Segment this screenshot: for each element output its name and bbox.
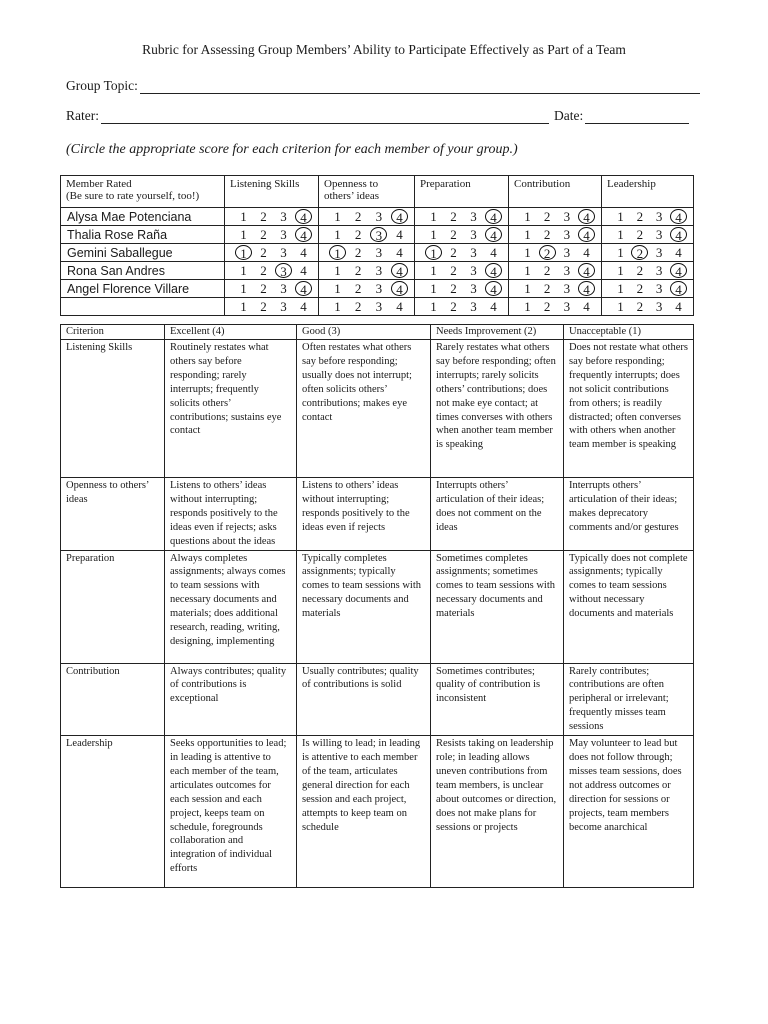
score-option[interactable]: 4: [485, 227, 502, 242]
score-option[interactable]: 4: [578, 263, 595, 278]
rubric-header-cell: Excellent (4): [165, 325, 297, 340]
score-option[interactable]: 4: [670, 227, 687, 242]
score-option[interactable]: 2: [543, 263, 551, 278]
score-cell: [225, 244, 319, 262]
rubric-cell-needs-improvement: Sometimes completes assignments; sometimes comes to team sessions with necessary documents and materials: [431, 550, 564, 663]
rubric-cell-unacceptable: May volunteer to lead but does not follow through; misses team sessions, does not address outcomes or direction for sessions or projects, team members become anarchical: [564, 736, 694, 888]
rubric-cell-needs-improvement: Resists taking on leadership role; in leading allows uneven contributions from team members, is unclear about outcomes or direction, does not make plans for sessions or projects: [431, 736, 564, 888]
score-cell: [319, 208, 415, 226]
score-option[interactable]: 3: [563, 227, 571, 242]
score-row: [61, 262, 694, 280]
score-cell: [319, 244, 415, 262]
score-option[interactable]: 4: [578, 281, 595, 296]
score-option[interactable]: 1: [240, 209, 247, 224]
rubric-cell-excellent: Listens to others’ ideas without interrupting; responds positively to the ideas even if rejects; asks questions about the ideas: [165, 478, 297, 551]
date-field[interactable]: [554, 108, 689, 124]
score-option[interactable]: 3: [375, 299, 383, 314]
score-option[interactable]: 4: [300, 263, 307, 278]
score-row: [61, 226, 694, 244]
rubric-cell-excellent: Always completes assignments; always comes to team sessions with necessary documents and materials; does additional research, reading, writing, designing, implementing: [165, 550, 297, 663]
score-option[interactable]: 2: [450, 263, 457, 278]
rubric-cell-unacceptable: Interrupts others’ articulation of their ideas; makes deprecatory comments and/or gestures: [564, 478, 694, 551]
score-option[interactable]: 1: [235, 245, 252, 260]
score-cell: [415, 262, 509, 280]
score-option[interactable]: 2: [543, 281, 551, 296]
score-option[interactable]: 2: [450, 245, 457, 260]
score-cell: [415, 244, 509, 262]
score-cell: [225, 226, 319, 244]
score-option[interactable]: 1: [617, 263, 624, 278]
score-cell: [509, 226, 602, 244]
score-option[interactable]: 3: [280, 209, 287, 224]
score-option[interactable]: 4: [490, 245, 497, 260]
score-option[interactable]: 4: [670, 281, 687, 296]
score-option[interactable]: 2: [636, 227, 644, 242]
score-row: [61, 280, 694, 298]
member-name: Angel Florence Villare: [61, 280, 225, 298]
rubric-header-cell: Needs Improvement (2): [431, 325, 564, 340]
score-option[interactable]: 1: [334, 281, 341, 296]
score-option[interactable]: 3: [470, 245, 477, 260]
score-option[interactable]: 2: [636, 209, 644, 224]
score-cell: [225, 298, 319, 316]
score-row: [61, 298, 694, 316]
score-option[interactable]: 3: [563, 245, 571, 260]
rubric-cell-excellent: Routinely restates what others say before responding; rarely interrupts; frequently solicits others’ contributions; sustains eye contact: [165, 340, 297, 478]
score-option[interactable]: 1: [240, 227, 247, 242]
score-option[interactable]: 4: [670, 263, 687, 278]
rater-label: Rater:: [66, 108, 99, 123]
score-option[interactable]: 4: [670, 209, 687, 224]
rubric-cell-good: Typically completes assignments; typically comes to team sessions with necessary documents and materials: [297, 550, 431, 663]
score-option[interactable]: 2: [354, 263, 362, 278]
rubric-row: [61, 340, 694, 478]
rubric-cell-good: Often restates what others say before responding; usually does not interrupt; often solicits others’ contributions; makes eye contact: [297, 340, 431, 478]
score-option[interactable]: 4: [485, 209, 502, 224]
score-option[interactable]: 2: [539, 245, 556, 260]
score-option[interactable]: 4: [578, 209, 595, 224]
rubric-cell-needs-improvement: Sometimes contributes; quality of contribution is inconsistent: [431, 663, 564, 736]
score-option[interactable]: 4: [295, 209, 312, 224]
member-name: Thalia Rose Raña: [61, 226, 225, 244]
score-option[interactable]: 4: [295, 281, 312, 296]
score-option[interactable]: 4: [391, 263, 408, 278]
score-option[interactable]: 2: [260, 299, 267, 314]
score-option[interactable]: 4: [396, 245, 403, 260]
score-option[interactable]: 4: [583, 245, 590, 260]
score-option[interactable]: 2: [631, 245, 648, 260]
score-cell: [509, 208, 602, 226]
score-option[interactable]: 3: [375, 209, 383, 224]
score-row: [61, 208, 694, 226]
score-option[interactable]: 4: [300, 299, 307, 314]
score-option[interactable]: 3: [375, 263, 383, 278]
score-option[interactable]: 3: [470, 281, 477, 296]
score-option[interactable]: 1: [334, 263, 341, 278]
score-table: [60, 175, 694, 316]
score-option[interactable]: 2: [354, 227, 362, 242]
rubric-cell-unacceptable: Typically does not complete assignments; typically comes to team sessions without necessary documents and materials: [564, 550, 694, 663]
score-option[interactable]: 2: [260, 209, 267, 224]
score-option[interactable]: 1: [240, 263, 247, 278]
rubric-cell-unacceptable: Does not restate what others say before responding; frequently interrupts; does not solicit contributions from others; is readily distracted; often converses with others when another team member is speaking: [564, 340, 694, 478]
score-option[interactable]: 2: [450, 281, 457, 296]
rubric-row: [61, 663, 694, 736]
score-option[interactable]: 2: [450, 227, 457, 242]
score-cell: [602, 244, 694, 262]
member-note: (Be sure to rate yourself, too!): [66, 190, 200, 202]
score-option[interactable]: 1: [617, 227, 624, 242]
score-option[interactable]: 2: [543, 299, 551, 314]
criterion-header: Leadership: [602, 176, 694, 208]
score-option[interactable]: 1: [430, 209, 437, 224]
rubric-cell-unacceptable: Rarely contributes; contributions are often peripheral or irrelevant; frequently misses team sessions: [564, 663, 694, 736]
score-cell: [602, 208, 694, 226]
score-option[interactable]: 3: [563, 263, 571, 278]
score-option[interactable]: 4: [300, 245, 307, 260]
score-cell: [602, 226, 694, 244]
rubric-table: [60, 324, 694, 888]
rubric-cell-criterion: Contribution: [61, 663, 165, 736]
score-option[interactable]: 3: [563, 209, 571, 224]
score-cell: [602, 298, 694, 316]
score-option[interactable]: 3: [655, 263, 663, 278]
rubric-cell-good: Is willing to lead; in leading is attentive to each member of the team, articulates general direction for each session and each project, attempts to keep team on schedule: [297, 736, 431, 888]
score-option[interactable]: 1: [334, 227, 341, 242]
score-option[interactable]: 3: [655, 209, 663, 224]
score-cell: [602, 262, 694, 280]
score-option[interactable]: 1: [524, 209, 531, 224]
score-option[interactable]: 3: [280, 299, 287, 314]
rubric-cell-excellent: Always contributes; quality of contributions is exceptional: [165, 663, 297, 736]
score-option[interactable]: 2: [260, 263, 267, 278]
member-name: Gemini Saballegue: [61, 244, 225, 262]
score-option[interactable]: 3: [655, 245, 663, 260]
score-option[interactable]: 4: [485, 263, 502, 278]
score-option[interactable]: 3: [280, 245, 287, 260]
score-option[interactable]: 3: [563, 299, 571, 314]
score-option[interactable]: 1: [334, 299, 341, 314]
score-cell: [509, 262, 602, 280]
score-cell: [319, 298, 415, 316]
score-option[interactable]: 1: [329, 245, 346, 260]
score-option[interactable]: 1: [617, 281, 624, 296]
score-option[interactable]: 1: [240, 299, 247, 314]
criterion-header: Preparation: [415, 176, 509, 208]
rubric-cell-criterion: Listening Skills: [61, 340, 165, 478]
score-option[interactable]: 2: [260, 227, 267, 242]
score-option[interactable]: 2: [636, 263, 644, 278]
score-option[interactable]: 3: [655, 227, 663, 242]
rubric-header-cell: Unacceptable (1): [564, 325, 694, 340]
score-option[interactable]: 2: [543, 209, 551, 224]
score-option[interactable]: 1: [334, 209, 341, 224]
rater-line[interactable]: [101, 110, 549, 124]
score-option[interactable]: 4: [391, 209, 408, 224]
score-option[interactable]: 1: [430, 299, 437, 314]
date-line[interactable]: [585, 110, 689, 124]
score-option[interactable]: 1: [430, 263, 437, 278]
score-option[interactable]: 2: [260, 245, 267, 260]
criterion-header: Openness to others’ ideas: [319, 176, 415, 208]
score-cell: [602, 280, 694, 298]
score-cell: [509, 298, 602, 316]
score-cell: [225, 262, 319, 280]
score-option[interactable]: 4: [295, 227, 312, 242]
score-option[interactable]: 2: [636, 281, 644, 296]
score-option[interactable]: 4: [391, 281, 408, 296]
score-option[interactable]: 1: [240, 281, 247, 296]
criterion-header: Contribution: [509, 176, 602, 208]
instructions: (Circle the appropriate score for each criterion for each member of your group.): [66, 142, 518, 157]
score-option[interactable]: 3: [280, 281, 287, 296]
score-option[interactable]: 4: [583, 299, 590, 314]
document-title: Rubric for Assessing Group Members’ Ability to Participate Effectively as Part of a Team: [142, 42, 626, 57]
rubric-header-cell: Good (3): [297, 325, 431, 340]
score-option[interactable]: 1: [617, 245, 624, 260]
score-option[interactable]: 3: [470, 209, 477, 224]
score-option[interactable]: 2: [636, 299, 644, 314]
rubric-cell-criterion: Openness to others’ ideas: [61, 478, 165, 551]
score-option[interactable]: 1: [617, 299, 624, 314]
rubric-row: [61, 478, 694, 551]
score-option[interactable]: 3: [470, 227, 477, 242]
rubric-row: [61, 736, 694, 888]
score-option[interactable]: 3: [370, 227, 387, 242]
score-option[interactable]: 3: [375, 281, 383, 296]
rater-field[interactable]: [66, 108, 549, 124]
score-option[interactable]: 2: [543, 227, 551, 242]
score-cell: [509, 244, 602, 262]
score-cell: [415, 298, 509, 316]
score-option[interactable]: 2: [354, 299, 362, 314]
score-option[interactable]: 3: [470, 299, 477, 314]
score-option[interactable]: 1: [524, 299, 531, 314]
score-option[interactable]: 2: [450, 209, 457, 224]
rubric-cell-excellent: Seeks opportunities to lead; in leading is attentive to each member of the team, articulates outcomes for each session and each project, keeps team on schedule, foregrounds collaboration and integration of individual efforts: [165, 736, 297, 888]
member-header-cell: [61, 176, 225, 208]
rubric-cell-good: Usually contributes; quality of contributions is solid: [297, 663, 431, 736]
score-table-header: [61, 176, 694, 208]
score-option[interactable]: 1: [524, 227, 531, 242]
score-option[interactable]: 4: [396, 227, 403, 242]
score-cell: [319, 262, 415, 280]
group-topic-line[interactable]: [140, 80, 700, 94]
score-option[interactable]: 1: [524, 263, 531, 278]
score-cell: [225, 208, 319, 226]
score-option[interactable]: 3: [470, 263, 477, 278]
member-name: Rona San Andres: [61, 262, 225, 280]
score-cell: [319, 280, 415, 298]
score-cell: [415, 208, 509, 226]
score-option[interactable]: 1: [430, 227, 437, 242]
score-option[interactable]: 2: [354, 281, 362, 296]
score-option[interactable]: 4: [396, 299, 403, 314]
score-option[interactable]: 4: [485, 281, 502, 296]
rubric-cell-criterion: Leadership: [61, 736, 165, 888]
score-option[interactable]: 2: [450, 299, 457, 314]
score-option[interactable]: 3: [655, 299, 663, 314]
rubric-cell-needs-improvement: Interrupts others’ articulation of their ideas; does not comment on the ideas: [431, 478, 564, 551]
member-header: Member Rated: [66, 178, 132, 190]
member-name: Alysa Mae Potenciana: [61, 208, 225, 226]
group-topic-field[interactable]: [66, 78, 700, 94]
score-option[interactable]: 3: [275, 263, 292, 278]
score-option[interactable]: 2: [354, 245, 362, 260]
score-option[interactable]: 4: [675, 299, 682, 314]
score-cell: [225, 280, 319, 298]
score-option[interactable]: 2: [260, 281, 267, 296]
member-name: [61, 298, 225, 316]
score-option[interactable]: 2: [354, 209, 362, 224]
rubric-header-cell: Criterion: [61, 325, 165, 340]
rubric-cell-good: Listens to others’ ideas without interrupting; responds positively to the ideas even if rejects: [297, 478, 431, 551]
score-option[interactable]: 1: [524, 281, 531, 296]
score-cell: [415, 226, 509, 244]
score-option[interactable]: 3: [375, 245, 383, 260]
score-option[interactable]: 3: [563, 281, 571, 296]
score-option[interactable]: 1: [430, 281, 437, 296]
score-option[interactable]: 4: [490, 299, 497, 314]
rubric-cell-needs-improvement: Rarely restates what others say before responding; often interrupts; rarely solicits others’ contributions; does not make eye contact; at times converses with others when another team member is speaking: [431, 340, 564, 478]
date-label: Date:: [554, 108, 584, 123]
score-cell: [319, 226, 415, 244]
rubric-cell-criterion: Preparation: [61, 550, 165, 663]
score-option[interactable]: 4: [675, 245, 682, 260]
rubric-row: [61, 550, 694, 663]
criterion-header: Listening Skills: [225, 176, 319, 208]
score-option[interactable]: 3: [655, 281, 663, 296]
score-option[interactable]: 1: [617, 209, 624, 224]
group-topic-label: Group Topic:: [66, 78, 138, 93]
score-row: [61, 244, 694, 262]
score-cell: [415, 280, 509, 298]
score-option[interactable]: 4: [578, 227, 595, 242]
score-option[interactable]: 1: [524, 245, 531, 260]
score-option[interactable]: 3: [280, 227, 287, 242]
score-cell: [509, 280, 602, 298]
rubric-header: [61, 325, 694, 340]
score-option[interactable]: 1: [425, 245, 442, 260]
